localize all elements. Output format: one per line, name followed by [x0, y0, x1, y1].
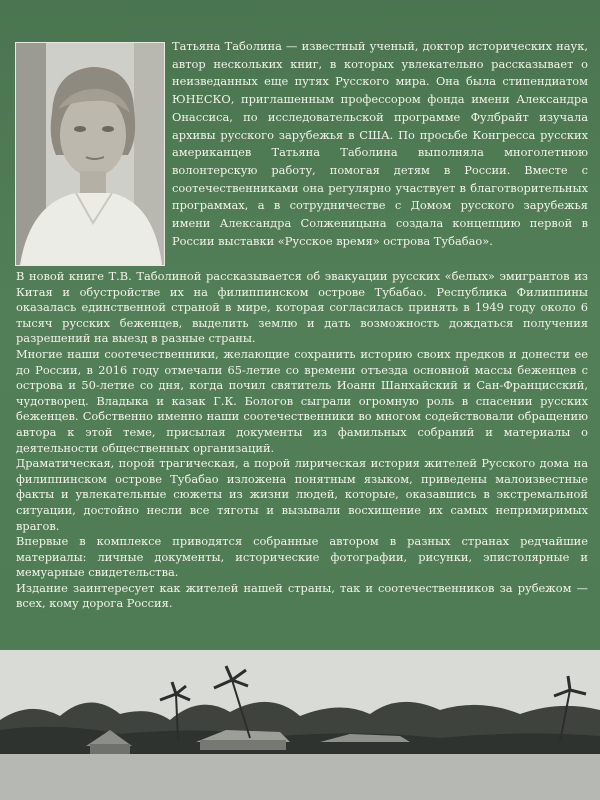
description-paragraph: В новой книге Т.В. Таболиной рассказывается об эвакуации русских «белых» эмигрантов из Китая и обустройстве их на филиппинском острове Тубабао. Республика Филиппины оказалась единственной страной в мире, которая согласилась принять в 1949 году около 6 тысяч русских беженцев, выделить землю и дать возможность дождаться получения разрешений на выезд в разные страны. — [16, 269, 588, 346]
description-paragraph: Впервые в комплексе приводятся собранные автором в разных странах редчайшие материалы: личные документы, исторические фотографии, рисунки, эпистолярные и мемуарные свидетельства. — [16, 534, 588, 580]
island-photo — [0, 650, 600, 800]
author-bio — [172, 38, 588, 250]
author-portrait — [15, 42, 165, 266]
description-paragraph: Драматическая, порой трагическая, а порой лирическая история жителей Русского дома на филиппинском острове Тубабао изложена понятным языком, приведены малоизвестные факты и увлекательные сюжеты из жизни людей, которые, оказавшись в экстремальной ситуации, достойно несли все тяготы и вызывали восхищение их самых непримиримых врагов. — [16, 456, 588, 533]
description-paragraph: Многие наши соотечественники, желающие сохранить историю своих предков и донести ее до России, в 2016 году отмечали 65-летие со времени отъезда основной массы беженцев с острова и 50-летие со дня, когда почил святитель Иоанн Шанхайский и Сан-Францисский, чудотворец. Владыка и казак Г.К. Бологов сыграли огромную роль в спасении русских беженцев. Собственно именно наши соотечественники во многом содействовали обращению автора к этой теме, присылая документы из фамильных собраний и материалы о деятельности общественных организаций. — [16, 346, 588, 455]
book-description — [16, 269, 588, 612]
author-name: Татьяна Таболина — — [172, 39, 298, 53]
author-portrait-image — [16, 43, 164, 265]
description-paragraph: Издание заинтересует как жителей нашей страны, так и соотечественников за рубежом — всех, кому дорога Россия. — [16, 580, 588, 611]
island-photo-image — [0, 650, 600, 800]
author-bio-text: известный ученый, доктор исторических наук, автор нескольких книг, в которых увлекательно рассказывает о неизведанных еще путях Русского мира. Она была стипендиатом ЮНЕСКО, приглашенным профессором фонда имени Александра Онассиса, по исследовательской программе Фулбрайт изучала архивы русского зарубежья в США. По просьбе Конгресса русских американцев Татьяна Таболина выполняла многолетнюю волонтерскую работу, помогая детям в России. Вместе с соотечественниками она регулярно участвует в благотворительных программах, а в сотрудничестве с Домом русского зарубежья имени Александра Солженицына создала концепцию первой в России выставки «Русское время» острова Тубабао». — [172, 39, 588, 248]
